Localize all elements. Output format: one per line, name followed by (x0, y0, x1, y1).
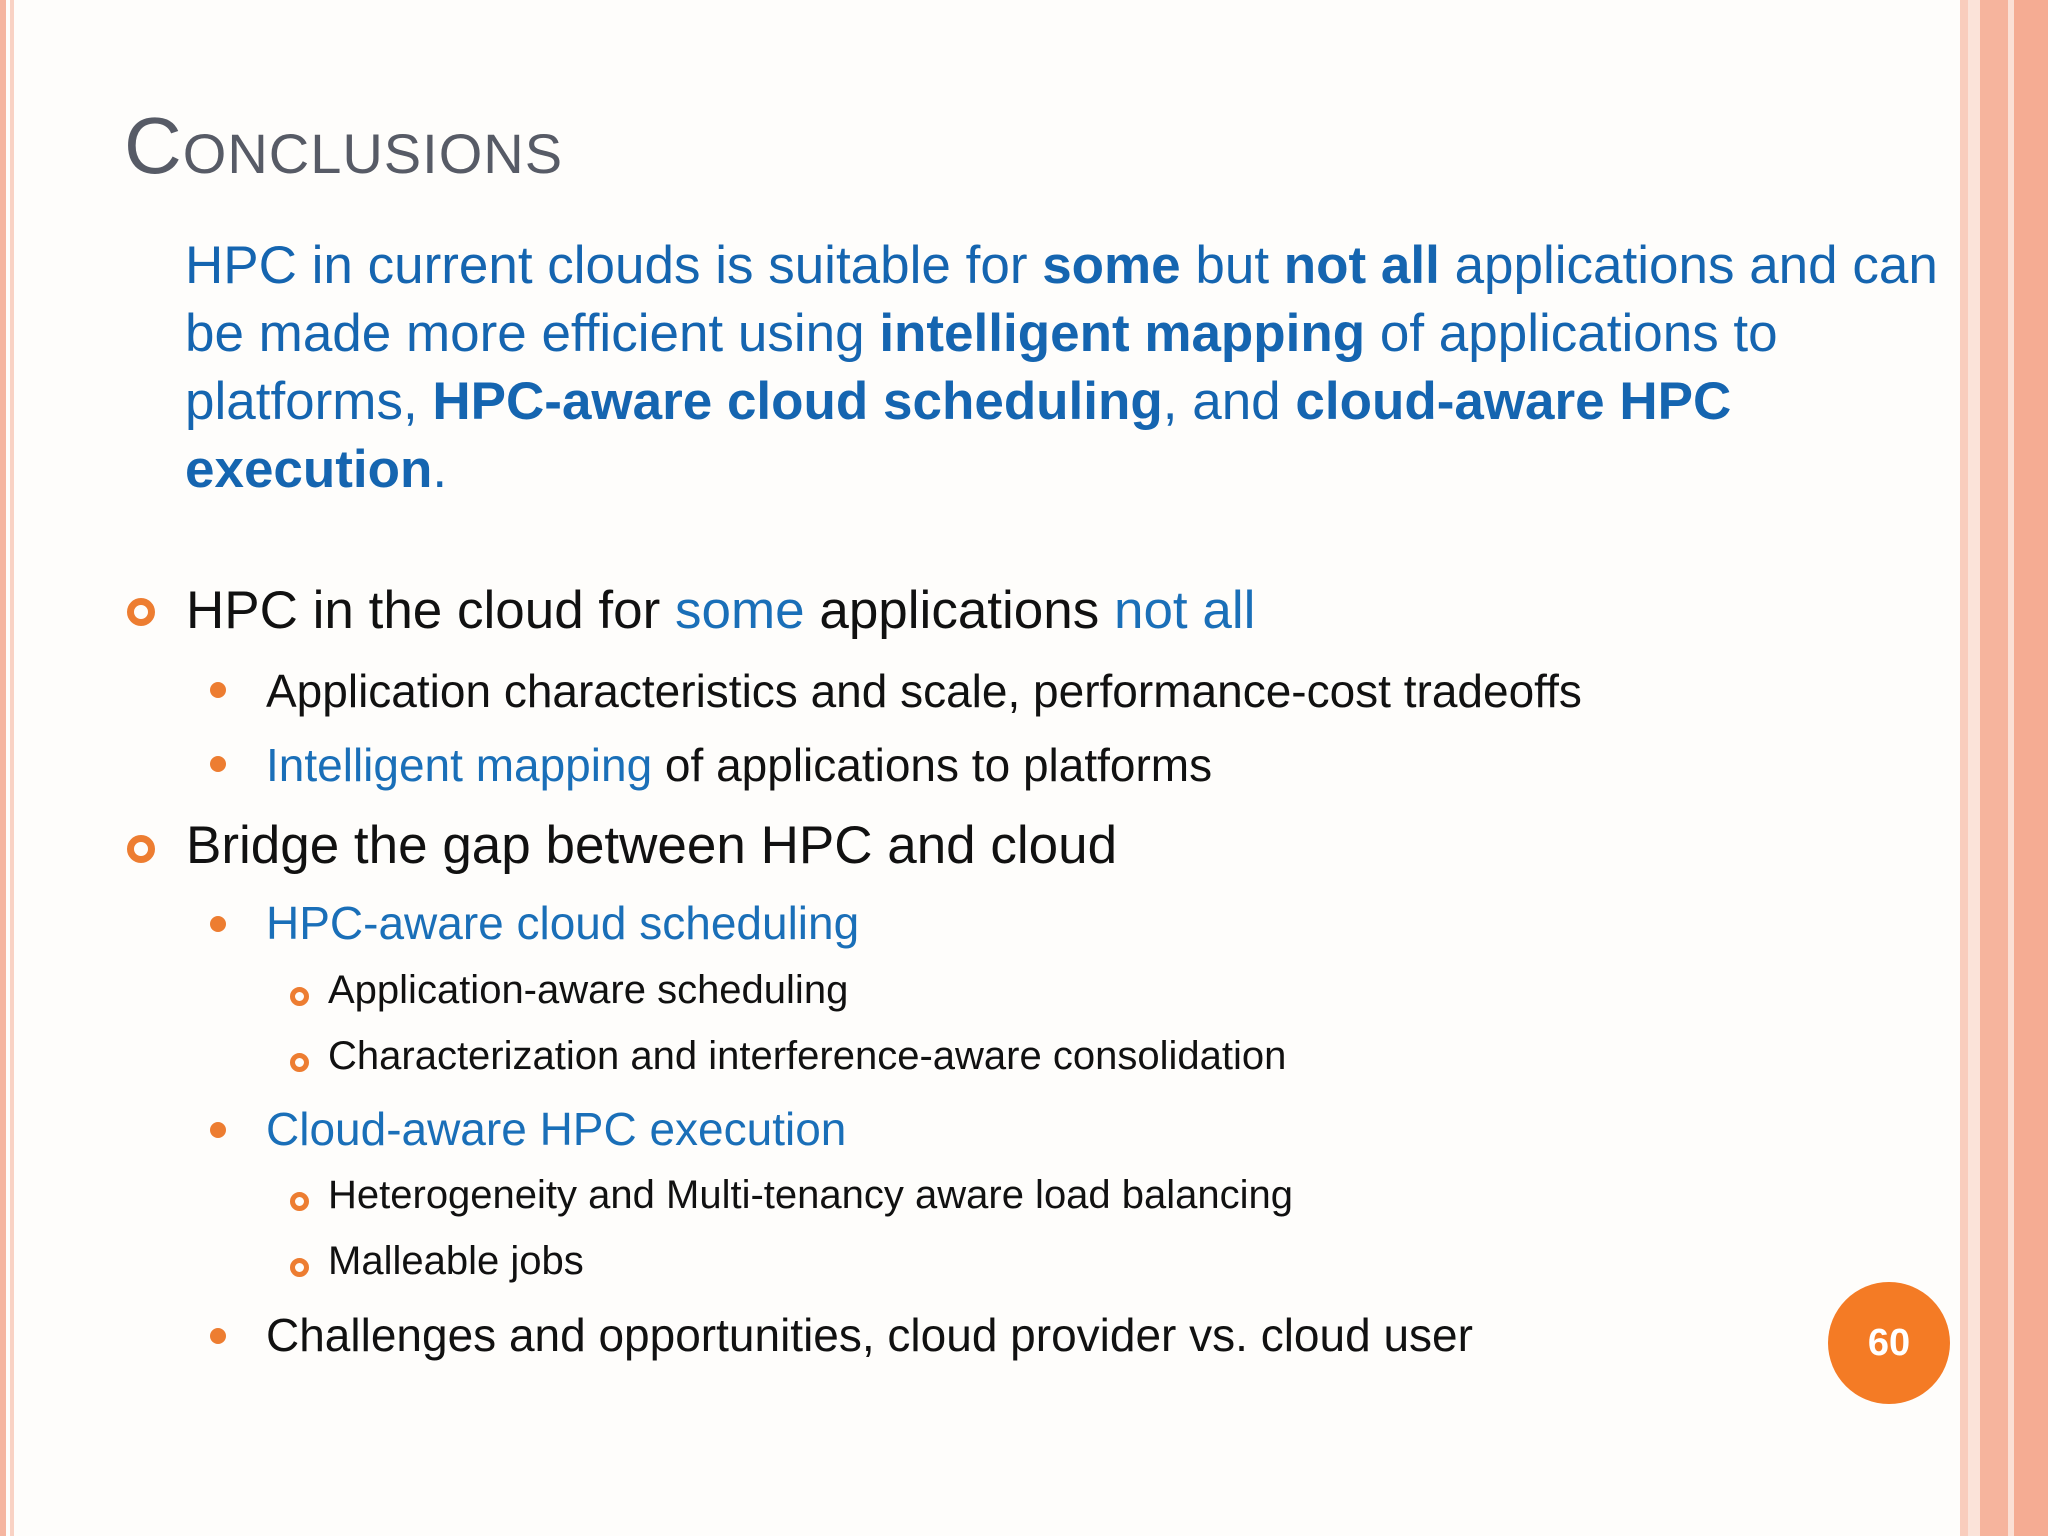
bullet-small-ring-icon (290, 987, 309, 1006)
bullet-text: Bridge the gap between HPC and cloud (186, 816, 1118, 875)
intro-text: but (1180, 236, 1284, 295)
bullet-text: HPC in the cloud for (186, 581, 676, 640)
right-border-stripe-2 (1968, 0, 1980, 1536)
bullet-small-ring-icon (290, 1053, 309, 1072)
bullet-small-ring-icon (290, 1192, 309, 1211)
intro-text: of applications to platforms, (185, 304, 1778, 431)
intro-text: , and (1162, 372, 1296, 431)
intro-bold: cloud-aware HPC execution (185, 372, 1732, 499)
bullet-small-ring-icon (290, 1258, 309, 1277)
bullet-highlight: Intelligent mapping (266, 739, 653, 791)
bullet-dot-icon (210, 1122, 226, 1138)
bullet-dot-icon (210, 1328, 226, 1344)
bullet-level3 (328, 968, 848, 1013)
bullet-highlight: Cloud-aware HPC execution (266, 1103, 847, 1155)
bullet-level2 (266, 738, 1212, 792)
right-border-stripe-3 (1980, 0, 2008, 1536)
bullet-text: Characterization and interference-aware consolidation (328, 1034, 1287, 1078)
right-border-stripe-5 (2014, 0, 2048, 1536)
bullet-dot-icon (210, 756, 226, 772)
bullet-level2 (266, 896, 859, 950)
bullet-text: applications (804, 581, 1114, 640)
bullet-ring-icon (127, 835, 155, 863)
intro-bold: HPC-aware cloud scheduling (432, 372, 1163, 431)
bullet-level1 (186, 815, 1117, 876)
bullet-ring-icon (127, 598, 155, 626)
bullet-level3 (328, 1239, 584, 1284)
intro-bold: some (1042, 236, 1181, 295)
intro-text: HPC in current clouds is suitable for (185, 236, 1043, 295)
intro-bold: not all (1283, 236, 1440, 295)
bullet-level3 (328, 1173, 1293, 1218)
bullet-dot-icon (210, 916, 226, 932)
left-border-stripe (0, 0, 6, 1536)
slide-title: Conclusions (124, 101, 564, 190)
bullet-level2 (266, 1308, 1473, 1362)
intro-paragraph (185, 232, 1965, 504)
bullet-dot-icon (210, 682, 226, 698)
right-border-stripe-1 (1960, 0, 1968, 1536)
bullet-level3 (328, 1034, 1286, 1079)
intro-text: applications and can be made more efficient using (185, 236, 1938, 363)
bullet-highlight: not all (1113, 581, 1256, 640)
left-border-stripe-inner (10, 0, 14, 1536)
bullet-text: Application characteristics and scale, performance-cost tradeoffs (266, 665, 1582, 717)
bullet-text: Malleable jobs (328, 1239, 584, 1283)
bullet-highlight: HPC-aware cloud scheduling (266, 897, 860, 949)
bullet-level1 (186, 580, 1255, 641)
intro-bold: intelligent mapping (879, 304, 1366, 363)
bullet-level2 (266, 664, 1582, 718)
bullet-highlight: some (675, 581, 805, 640)
bullet-text: Application-aware scheduling (328, 968, 849, 1012)
bullet-text: Heterogeneity and Multi-tenancy aware load balancing (328, 1173, 1294, 1217)
intro-text: . (432, 440, 448, 499)
bullet-level2 (266, 1102, 846, 1156)
bullet-text: of applications to platforms (652, 739, 1213, 791)
page-number-badge: 60 (1828, 1282, 1950, 1404)
bullet-text: Challenges and opportunities, cloud provider vs. cloud user (266, 1309, 1473, 1361)
